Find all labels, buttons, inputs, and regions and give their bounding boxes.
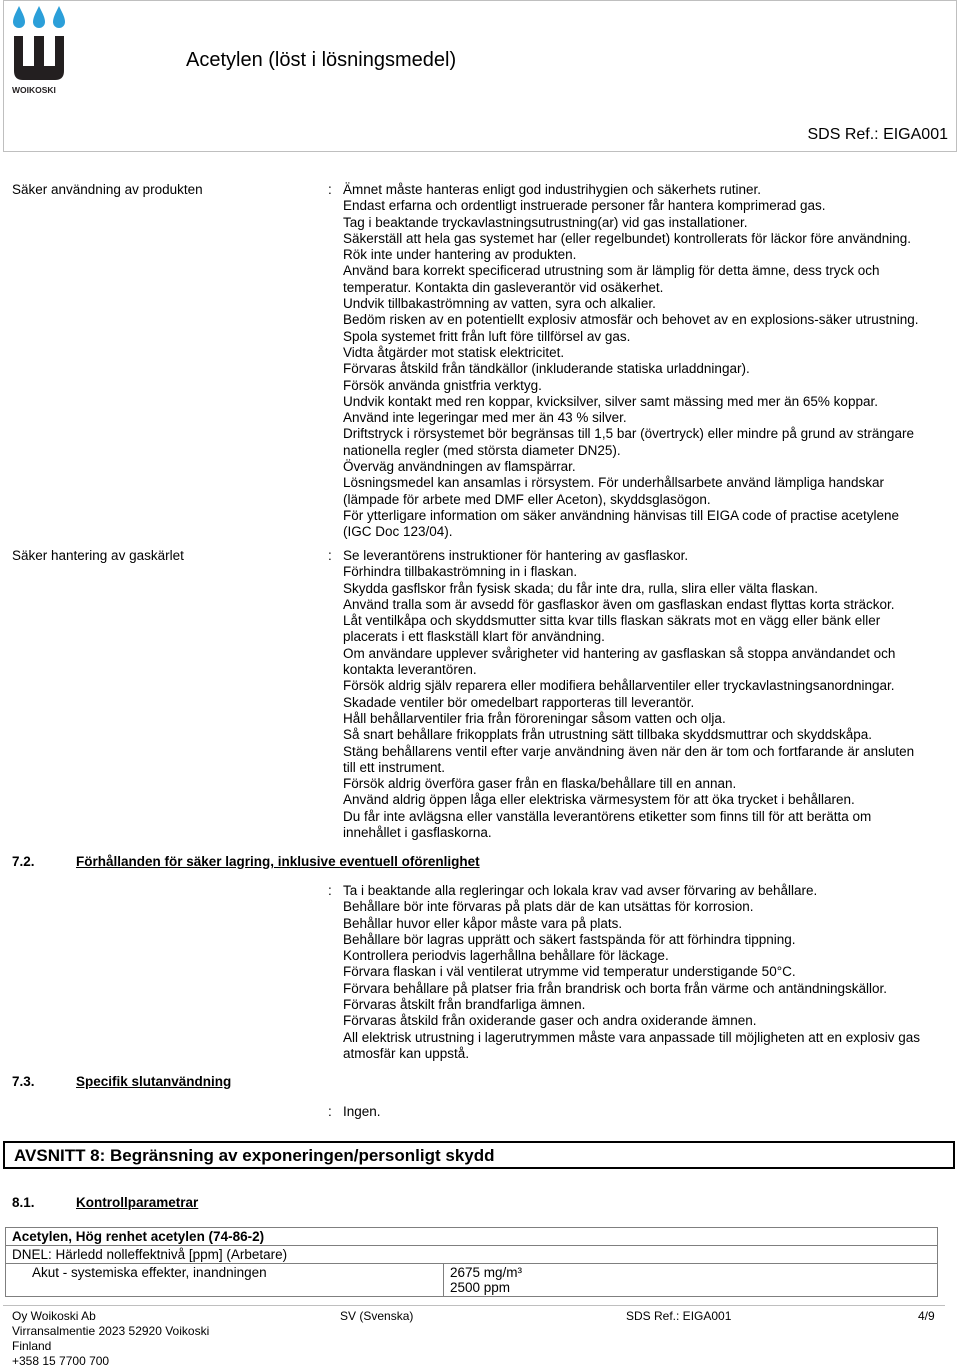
storage-colon: : [328,883,332,898]
company-address: Virransalmentie 2023 52920 Voikoski [12,1324,210,1338]
text-line: Håll behållarventiler fria från föroreningar såsom vatten och olja. [343,710,726,726]
text-line: till ett instrument. [343,759,446,775]
section-7-2-heading [12,854,480,869]
text-line: Stäng behållarens ventil efter varje användning även när den är tom och fortfarande är ansluten [343,743,915,759]
text-line: Använd bara korrekt specificerad utrustning som är lämplig för detta ämne, dess tryck och [343,263,880,279]
text-line: Använd tralla som är avsedd för gasflaskor även om gasflaskan endast flyttas korta sträckor. [343,596,895,612]
value-mg: 2675 mg/m³ [450,1265,523,1280]
text-line: Om användare upplever svårigheter vid hantering av gasflaskan så stoppa användandet och [343,645,896,661]
section-8-1-heading [12,1195,198,1210]
text-line: Bedöm risken av en potentiellt explosiv atmosfär och behovet av en explosions-säker utrustning. [343,312,919,328]
text-line: temperatur. Kontakta din gasleverantör vid osäkerhet. [343,279,664,295]
company-name: Oy Woikoski Ab [12,1309,96,1323]
text-line: Använd inte legeringar med mer än 43 % silver. [343,410,627,426]
sds-reference: SDS Ref.: EIGA001 [807,126,948,143]
text-line: Ta i beaktande alla regleringar och lokala krav vad avser förvaring av behållare. [343,883,818,898]
company-country: Finland [12,1339,52,1353]
effect-label-cell: Akut - systemiska effekter, inandningen [6,1264,444,1297]
text-line: Förvaras åtskilt från brandfarliga ämnen. [343,997,586,1013]
logo-brand-text: WOIKOSKI [12,85,56,94]
safe-handling-text [343,548,955,841]
text-line: Förvara flaskan i väl ventilerat utrymme vid temperatur understigande 50°C. [343,964,796,980]
text-line: Försök aldrig överföra gaser från en flaska/behållare till en annan. [343,776,737,792]
text-line: Förvaras åtskild från tändkällor (inkluderande statiska urladdningar). [343,361,750,377]
safe-handling-colon: : [328,548,332,563]
end-use-colon: : [328,1104,332,1119]
woikoski-logo [12,4,66,94]
text-line: (IGC Doc 123/04). [343,524,453,540]
section-7-3-heading [12,1074,231,1089]
text-line: Vidta åtgärder mot statisk elektricitet. [343,344,565,360]
text-line: Förvaras åtskild från oxiderande gaser och andra oxiderande ämnen. [343,1013,757,1029]
section-number: 8.1. [12,1195,35,1210]
text-line: Undvik kontakt med ren koppar, kvicksilver, silver samt mässing med mer än 65% koppar. [343,393,878,409]
storage-text [343,883,955,1062]
text-line: Du får inte avlägsna eller vanställa leverantörens etiketter som finns till för att berätta om [343,808,872,824]
footer-sds-ref: SDS Ref.: EIGA001 [626,1309,732,1323]
text-line: atmosfär kan uppstå. [343,1045,470,1061]
footer-divider [3,1305,945,1306]
text-line: Behållar huvor eller kåpor måste vara på plats. [343,915,623,931]
company-phone: +358 15 7700 700 [12,1354,110,1368]
text-line: Endast erfarna och ordentligt instruerade personer får hantera komprimerad gas. [343,198,826,214]
end-use-value: Ingen. [343,1104,381,1119]
substance-cell: Acetylen, Hög renhet acetylen (74-86-2) [6,1228,938,1246]
effect-value-cell [444,1264,938,1297]
text-line: Ämnet måste hanteras enligt god industrihygien och säkerhets rutiner. [343,182,761,197]
text-line: Använd aldrig öppen låga eller elektriska värmesystem för att öka trycket i behållaren. [343,792,855,808]
text-line: kontakta leverantören. [343,662,477,678]
section-title: Förhållanden för säker lagring, inklusive eventuell oförenlighet [76,854,480,869]
text-line: Skydda gasflskor från fysisk skada; du får inte dra, rulla, slira eller välta flaskan. [343,580,818,596]
text-line: Behållare bör lagras upprätt och säkert fastspända för att förhindra tippning. [343,931,796,947]
table-row [6,1264,938,1297]
text-line: Skadade ventiler bör omedelbart rapporteras till leverantör. [343,694,695,710]
control-parameters-table [5,1227,938,1297]
table-row [6,1228,938,1246]
value-ppm: 2500 ppm [450,1280,511,1295]
page-number: 4/9 [918,1309,935,1323]
text-line: Kontrollera periodvis lagerhållna behållare för läckage. [343,948,669,964]
table-row [6,1246,938,1264]
text-line: Spola systemet fritt från luft före tillförsel av gas. [343,328,631,344]
text-line: Behållare bör inte förvaras på plats där de kan utsättas för korrosion. [343,899,754,915]
section-8-heading: AVSNITT 8: Begränsning av exponeringen/personligt skydd [3,1141,955,1169]
text-line: Driftstryck i rörsystemet bör begränsas till 1,5 bar (övertryck) eller mindre på grund av strängare [343,426,914,442]
safe-handling-label: Säker hantering av gaskärlet [12,548,184,563]
text-line: innehållet i gasflaskorna. [343,825,492,841]
text-line: All elektrisk utrustning i lagerutrymmen måste vara anpassade till möjligheten att en explosiv gas [343,1029,921,1045]
text-line: Undvik tillbakaströmning av vatten, syra och alkalier. [343,296,656,312]
text-line: Förhindra tillbakaströmning in i flaskan. [343,564,578,580]
text-line: Så snart behållare frikopplats från utrustning sätt tillbaka skyddsmuttrar och skyddskåpa. [343,727,873,743]
text-line: Tag i beaktande tryckavlastningsutrustning(ar) vid gas installationer. [343,214,748,230]
section-number: 7.2. [12,854,35,869]
text-line: Låt ventilkåpa och skyddsmutter sitta kvar tills flaskan säkrats mot en vägg eller bänk eller [343,613,881,629]
safe-use-colon: : [328,182,332,197]
text-line: För ytterligare information om säker användning hänvisas till EIGA code of practise acetylene [343,507,900,523]
text-line: (lämpade för arbete med DMF eller Aceton), skyddsglasögon. [343,491,711,507]
section-number: 7.3. [12,1074,35,1089]
text-line: Försök aldrig själv reparera eller modifiera behållarventiler eller tryckavlastningsanordningar. [343,678,895,694]
text-line: Se leverantörens instruktioner för hantering av gasflaskor. [343,548,689,563]
text-line: Säkerställ att hela gas systemet har (eller regelbundet) kontrollerats för läckor före användning. [343,230,912,246]
text-line: Lösningsmedel kan ansamlas i rörsystem. För underhållsarbete använd lämpliga handskar [343,475,885,491]
section-title: Kontrollparametrar [76,1195,199,1210]
footer-company [12,1309,209,1369]
text-line: nationella regler (med största diameter DN25). [343,442,621,458]
section-title: Specifik slutanvändning [76,1074,232,1089]
text-line: placerats i ett flaskställ klart för användning. [343,629,605,645]
footer-language: SV (Svenska) [340,1309,414,1323]
text-line: Förvara behållare på platser fria från brandrisk och borta från värme och antändningskällor. [343,980,888,996]
text-line: Överväg användningen av flamspärrar. [343,459,576,475]
document-title: Acetylen (löst i lösningsmedel) [186,49,457,71]
dnel-cell: DNEL: Härledd nolleffektnivå [ppm] (Arbetare) [6,1246,938,1264]
text-line: Försök använda gnistfria verktyg. [343,377,542,393]
safe-use-label: Säker användning av produkten [12,182,203,197]
text-line: Rök inte under hantering av produkten. [343,247,577,263]
safe-use-text [343,182,955,541]
